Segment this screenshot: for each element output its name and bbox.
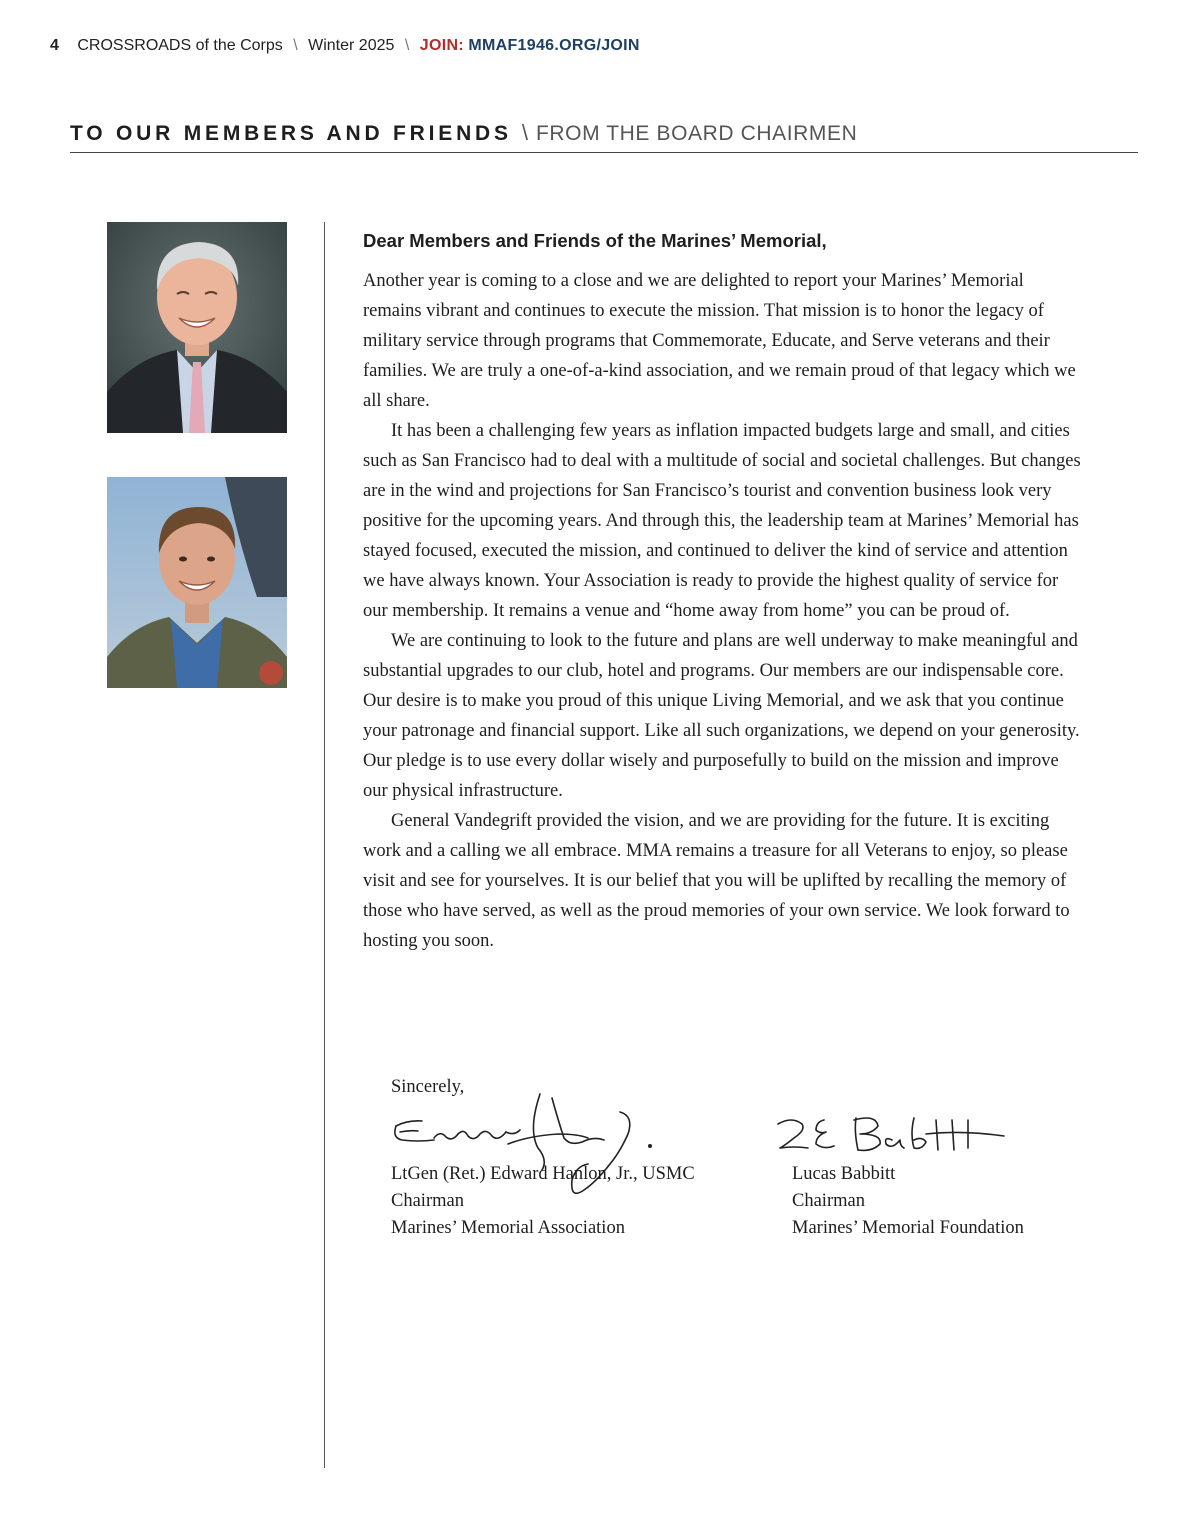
column-divider: [324, 222, 325, 1468]
section-title: TO OUR MEMBERS AND FRIENDS: [70, 122, 512, 145]
signer-1-title: Chairman: [391, 1191, 464, 1211]
signer-block-1: [391, 1161, 695, 1242]
signature-lucas-babbitt: [772, 1110, 1007, 1160]
join-label: JOIN:: [419, 37, 464, 54]
portrait-photo-edward-hanlon: [107, 222, 287, 433]
portrait-photo-lucas-babbitt: [107, 477, 287, 688]
join-url-link[interactable]: MMAF1946.ORG/JOIN: [468, 37, 640, 54]
section-separator: \: [521, 120, 528, 145]
letter-paragraph-1: Another year is coming to a close and we are delighted to report your Marines’ Memorial remains vibrant and continues to execute the mission. That mission is to honor the legacy of military service through programs that Commemorate, Educate, and Serve veterans and their families. We are truly a one-of-a-kind association, and we remain proud of that legacy which we all share.: [363, 271, 1076, 411]
portrait-illustration: [107, 477, 287, 688]
letter-closing: Sincerely,: [391, 1077, 465, 1097]
letter-paragraph-3: We are continuing to look to the future and plans are well underway to make meaningful and substantial upgrades to our club, hotel and programs. Our members are our indispensable core. Our desire is to make you proud of this unique Living Memorial, and we ask that you continue your patronage and financial support. Like all such organizations, we depend on your generosity. Our pledge is to use every dollar wisely and purposefully to build on the mission and improve our physical infrastructure.: [363, 631, 1080, 801]
signer-2-organization: Marines’ Memorial Foundation: [792, 1218, 1024, 1238]
letter-paragraph-4: General Vandegrift provided the vision, and we are providing for the future. It is exciting work and a calling we all embrace. MMA remains a treasure for all Veterans to enjoy, so please visit and see for yourselves. It is our belief that you will be uplifted by recalling the memory of those who have served, as well as the proud memories of your own service. We look forward to hosting you soon.: [363, 811, 1070, 951]
signer-1-organization: Marines’ Memorial Association: [391, 1218, 625, 1238]
signer-block-2: [792, 1161, 1024, 1242]
section-subtitle: FROM THE BOARD CHAIRMEN: [535, 122, 858, 145]
running-head: [50, 37, 640, 55]
letter-paragraph-2: It has been a challenging few years as inflation impacted budgets large and small, and cities such as San Francisco had to deal with a multitude of social and societal challenges. But changes are in the wind and projections for San Francisco’s tourist and convention business look very positive for the upcoming years. And through this, the leadership team at Marines’ Memorial has stayed focused, executed the mission, and continued to deliver the kind of service and attention we have always known. Your Association is ready to provide the highest quality of service for our membership. It remains a venue and “home away from home” you can be proud of.: [363, 421, 1081, 621]
signer-2-name: Lucas Babbitt: [792, 1164, 896, 1184]
letter-body: [363, 230, 1083, 956]
page-number: 4: [50, 37, 59, 54]
issue-label: Winter 2025: [308, 37, 395, 54]
publication-name: CROSSROADS of the Corps: [77, 37, 283, 54]
signer-2-title: Chairman: [792, 1191, 865, 1211]
portrait-illustration: [107, 222, 287, 433]
letter-salutation: Dear Members and Friends of the Marines’ Memorial,: [363, 230, 827, 251]
running-head-separator-2: \: [404, 37, 410, 54]
signer-1-name: LtGen (Ret.) Edward Hanlon, Jr., USMC: [391, 1164, 695, 1184]
running-head-separator: \: [293, 37, 298, 54]
section-header: [70, 120, 1138, 153]
